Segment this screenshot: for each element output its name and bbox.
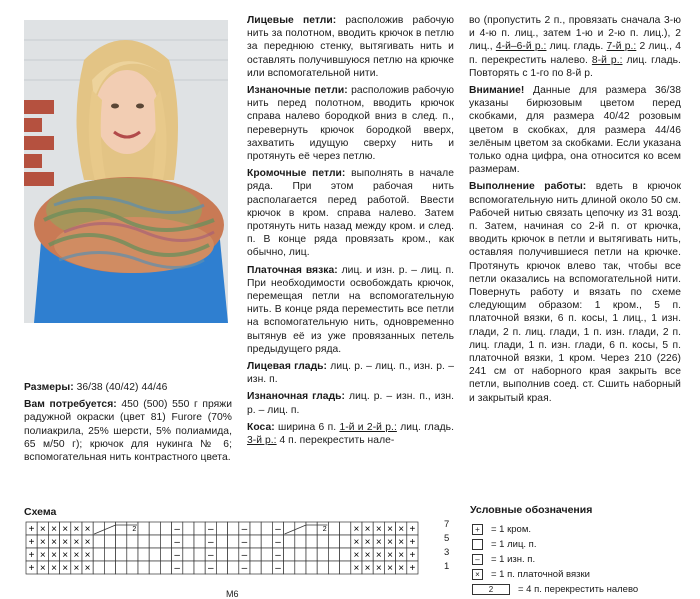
row-number-3: 3	[444, 547, 450, 558]
schema-title: Схема	[24, 506, 57, 518]
cable-text-2: лиц. гладь.	[400, 421, 455, 433]
chart-symbol: +	[409, 563, 416, 574]
chart-symbol: ×	[62, 524, 69, 535]
chart-cell	[183, 548, 194, 561]
row-number-1: 1	[444, 561, 450, 572]
chart-cell	[261, 535, 272, 548]
chart-cell	[149, 535, 160, 548]
purl-stitch-icon: –	[472, 554, 483, 565]
left-column	[24, 381, 232, 468]
chart-cell	[216, 548, 227, 561]
chart-cell	[183, 535, 194, 548]
chart-symbol: –	[174, 563, 180, 574]
middle-column	[247, 14, 454, 451]
chart-cell	[116, 522, 127, 535]
chart-symbol: ×	[39, 537, 46, 548]
chart-cell	[93, 522, 104, 535]
chart-cell	[284, 535, 295, 548]
chart-cell	[138, 522, 149, 535]
chart-cell	[194, 561, 205, 574]
materials-value: 450 (500) 550 г пряжи радужной окраски (цвет 81) Furore (70% полиакрила, 25% шерсти, 5% полиамида, 65 м/50 г); крючок для нукинга № 6; вспомогательная нить контрастного цвета.	[24, 399, 232, 464]
scarf-label: Платочная вязка:	[247, 264, 338, 276]
chart-cell	[160, 548, 171, 561]
chart-cell	[261, 522, 272, 535]
chart-cell	[295, 561, 306, 574]
ms-label: М6	[226, 589, 239, 599]
chart-cell	[149, 522, 160, 535]
cont-row46: 4-й–6-й р.:	[495, 41, 547, 53]
chart-symbol: –	[174, 524, 180, 535]
chart-symbol: +	[28, 524, 35, 535]
model-photo	[24, 20, 228, 323]
chart-symbol: –	[174, 537, 180, 548]
chart-cell	[250, 561, 261, 574]
scarf-para	[247, 264, 454, 356]
edge-stitch-icon: +	[472, 524, 483, 535]
edge-label: Кромочные петли:	[247, 168, 346, 180]
continued-para	[469, 14, 681, 80]
sizes-label: Размеры:	[24, 382, 74, 393]
chart-symbol: ×	[39, 563, 46, 574]
chart-symbol: ×	[375, 550, 382, 561]
photo-illustration	[24, 20, 228, 323]
chart-symbol: ×	[84, 537, 91, 548]
chart-cell	[228, 535, 239, 548]
chart-cell	[216, 535, 227, 548]
legend-item-cable	[472, 582, 692, 597]
chart-symbol: ×	[353, 524, 360, 535]
chart-symbol: ×	[387, 550, 393, 561]
chart-symbol: ×	[387, 563, 393, 574]
edge-para	[247, 167, 454, 259]
chart-cell	[104, 561, 115, 574]
chart-cell	[328, 522, 339, 535]
chart-symbol: +	[409, 524, 416, 535]
chart-cell	[149, 561, 160, 574]
cable-text-3: 4 п. перекрестить нале-	[279, 435, 395, 447]
chart-symbol: –	[174, 550, 180, 561]
chart-cell	[317, 535, 328, 548]
chart-cell	[328, 548, 339, 561]
cable-row1: 1-й и 2-й р.:	[339, 421, 397, 433]
chart-symbol: ×	[51, 524, 57, 535]
chart-cell	[104, 548, 115, 561]
chart-cell	[194, 522, 205, 535]
knit-text: расположив рабочую нить за полотном, вводить крючок в петлю за переднюю стенку, вытягивать нить и оставлять получившуюся петлю на крючке или вспомогательной нити.	[247, 15, 454, 79]
legend-item-edge	[472, 522, 692, 537]
chart-symbol: ×	[51, 550, 57, 561]
chart-symbol: –	[208, 537, 214, 548]
chart-symbol: ×	[375, 537, 382, 548]
chart-cell	[93, 548, 104, 561]
legend-item-knit	[472, 537, 692, 552]
cable-cross-digit: 2	[132, 526, 137, 533]
chart-cell	[216, 561, 227, 574]
chart-cell	[228, 522, 239, 535]
attention-text: Данные для размера 36/38 указаны бирюзовым цветом перед скобками, для размера 40/42 розовым цветом в скобках, для размера 44/46 зелёным цветом за скобками. Если указана только одна цифра, она относится ко всем размерам.	[469, 85, 681, 176]
row-number-7: 7	[444, 519, 450, 530]
edge-text: выполнять в начале ряда. При этом рабочая нить располагается перед работой. Ввести крючок в кром. справа налево. Затем протянуть нить назад между кром. и след. п. В конце ряда провязать кром., как обычно, лиц.	[247, 168, 454, 259]
chart-symbol: ×	[364, 550, 371, 561]
chart-symbol: –	[275, 537, 281, 548]
chart-cell	[228, 548, 239, 561]
chart-cell	[261, 561, 272, 574]
sizes-para	[24, 381, 232, 394]
chart-symbol: ×	[84, 550, 91, 561]
chart-cell	[284, 548, 295, 561]
chart-symbol: ×	[62, 563, 69, 574]
chart-cell	[104, 522, 115, 535]
chart-symbol: ×	[398, 537, 405, 548]
cont-text-2: лиц. гладь.	[549, 41, 604, 53]
chart-symbol: ×	[398, 563, 405, 574]
chart-cell	[261, 548, 272, 561]
chart-cell	[295, 522, 306, 535]
chart-cell	[295, 548, 306, 561]
cable-cross-icon: 2	[472, 584, 510, 595]
chart-symbol: ×	[73, 550, 80, 561]
chart-cell	[194, 535, 205, 548]
scarf-text: лиц. и изн. р. – лиц. п. При необходимости освобождать крючок, перемещая петли на вспомогательную нить. В конце ряда переместить все петли на вспомогательную нить, одновременно вытянув её из уже провязанных петель предыдущего ряда.	[247, 264, 454, 355]
chart-symbol: ×	[375, 524, 382, 535]
chart-cell	[328, 561, 339, 574]
cont-text-4: лиц. гладь. Повторять с 1-го по 8-й р.	[469, 54, 681, 79]
rev-para	[247, 390, 454, 416]
chart-symbol: –	[241, 524, 248, 535]
chart-symbol: ×	[353, 537, 360, 548]
rev-label: Изнаночная гладь:	[247, 391, 346, 403]
chart-symbol: –	[275, 524, 281, 535]
chart-symbol: ×	[51, 563, 57, 574]
chart-symbol: –	[208, 524, 214, 535]
chart-symbol: ×	[51, 537, 57, 548]
cable-para	[247, 421, 454, 447]
chart-symbol: ×	[364, 563, 371, 574]
chart-symbol: ×	[375, 563, 382, 574]
chart-cell	[93, 561, 104, 574]
chart-symbol: ×	[39, 524, 46, 535]
legend-text-knit: = 1 лиц. п.	[491, 539, 537, 550]
legend-item-garter	[472, 567, 692, 582]
cont-row7: 7-й р.:	[606, 41, 637, 53]
chart-symbol: ×	[364, 537, 371, 548]
chart-symbol: ×	[73, 524, 80, 535]
legend-text-garter: = 1 п. платочной вязки	[491, 569, 590, 580]
chart-cell	[116, 561, 127, 574]
chart-symbol: –	[241, 563, 248, 574]
legend-text-cable: = 4 п. перекрестить налево	[518, 584, 639, 595]
knit-label: Лицевые петли:	[247, 15, 337, 26]
work-text: вдеть в крючок вспомогательную нить длиной около 50 см. Рабочей нитью связать цепочку из 31 возд. п. Затем, начиная со 2-й п. от крючка, вводить крючок в петли и вытягивать нить, оставляя получившиеся петли на крючке. Протянуть крючок влево так, чтобы все петли оказались на вспомогательной нити. Повернуть работу и вязать по схеме следующим образом: 1 кром., 5 п. платочной вязки, 6 п. косы, 1 лиц., 1 изн. глади, 2 п. лиц. глади, 1 п. изн. глади, 2 п. лиц. глади, 1 п. изн. глади, 6 п. косы, 5 п. платочной вязки, 1 кром. Через 210 (226) 241 см от наборного края закрыть все петли, выполнив соед. ст. Сшить наборный и закрытый края.	[469, 181, 681, 404]
work-para	[469, 180, 681, 404]
chart-cell	[138, 561, 149, 574]
chart-symbol: –	[275, 550, 281, 561]
stock-label: Лицевая гладь:	[247, 361, 328, 373]
cont-text-3: 2 лиц., 4 п. перекрестить налево.	[469, 41, 682, 66]
chart-cell	[250, 535, 261, 548]
legend-title: Условные обозначения	[470, 504, 593, 516]
chart-symbol: ×	[62, 550, 69, 561]
chart-cell	[138, 548, 149, 561]
materials-label: Вам потребуется:	[24, 399, 117, 411]
chart-cell	[306, 548, 317, 561]
chart-cell	[160, 535, 171, 548]
chart-symbol: +	[409, 537, 416, 548]
chart-cell	[284, 561, 295, 574]
chart-cell	[340, 522, 351, 535]
chart-cell	[127, 561, 138, 574]
knit-para	[247, 14, 454, 80]
chart-symbol: +	[28, 563, 35, 574]
chart-cell	[340, 548, 351, 561]
cable-text-1: ширина 6 п.	[278, 421, 337, 433]
chart-symbol: ×	[73, 563, 80, 574]
chart-cell	[340, 535, 351, 548]
chart-symbol: +	[28, 537, 35, 548]
purl-text: расположив рабочую нить перед полотном, вводить крючок справа налево бородкой вниз в след. п., перевернуть крючок бородкой вверх, захватить идущую сверху нить и протянуть её через петлю.	[247, 85, 454, 163]
chart-cell	[116, 548, 127, 561]
chart-symbol: ×	[398, 550, 405, 561]
chart-cell	[149, 548, 160, 561]
chart-cell	[284, 522, 295, 535]
materials-para	[24, 398, 232, 464]
cont-text-1: во (пропустить 2 п., провязать сначала 3-ю и 4-ю п. лиц., затем 1-ю и 2-ю п. лиц.), 2 лиц.,	[469, 15, 681, 53]
chart-cell	[250, 522, 261, 535]
chart-symbol: ×	[353, 563, 360, 574]
chart-cell	[93, 535, 104, 548]
chart-symbol: ×	[39, 550, 46, 561]
chart-cell	[183, 522, 194, 535]
attention-para	[469, 84, 681, 176]
chart-cell	[250, 548, 261, 561]
chart-cell	[340, 561, 351, 574]
legend-item-purl	[472, 552, 692, 567]
chart-cell	[194, 548, 205, 561]
chart-cell	[295, 535, 306, 548]
chart-cell	[160, 522, 171, 535]
chart-cell	[306, 561, 317, 574]
chart-symbol: +	[28, 550, 35, 561]
legend-text-edge: = 1 кром.	[491, 524, 532, 535]
chart-symbol: ×	[84, 563, 91, 574]
sizes-value: 36/38 (40/42) 44/46	[76, 382, 168, 393]
chart-symbol: –	[208, 550, 214, 561]
chart-cell	[228, 561, 239, 574]
chart-symbol: –	[241, 537, 248, 548]
chart-cell	[127, 535, 138, 548]
cable-row3: 3-й р.:	[247, 435, 277, 447]
legend	[472, 522, 692, 597]
garter-stitch-icon: ×	[472, 569, 483, 580]
chart-symbol: ×	[353, 550, 360, 561]
chart-cell	[216, 522, 227, 535]
chart-symbol: –	[208, 563, 214, 574]
chart-cell	[317, 561, 328, 574]
chart-symbol: ×	[398, 524, 405, 535]
cont-row8: 8-й р.:	[591, 54, 623, 66]
knit-stitch-icon	[472, 539, 483, 550]
chart-cell	[306, 522, 317, 535]
chart-symbol: ×	[62, 537, 69, 548]
chart-symbol: ×	[387, 537, 393, 548]
chart-symbol: ×	[387, 524, 393, 535]
chart-symbol: +	[409, 550, 416, 561]
cable-cross-digit: 2	[322, 526, 327, 533]
chart-cell	[138, 535, 149, 548]
stock-text: лиц. р. – лиц. п., изн. р. – изн. п.	[247, 361, 454, 386]
purl-para	[247, 84, 454, 163]
chart-symbol: –	[275, 563, 281, 574]
cable-label: Коса:	[247, 421, 275, 433]
chart-symbol: ×	[84, 524, 91, 535]
attention-label: Внимание!	[469, 85, 525, 97]
chart-symbol: ×	[73, 537, 80, 548]
chart-cell	[317, 548, 328, 561]
chart-cell	[328, 535, 339, 548]
chart-cell	[306, 535, 317, 548]
chart-cell	[127, 548, 138, 561]
work-label: Выполнение работы:	[469, 181, 587, 193]
chart-symbol: –	[241, 550, 248, 561]
purl-label: Изнаночные петли:	[247, 85, 348, 97]
chart-symbol: ×	[364, 524, 371, 535]
chart-cell	[183, 561, 194, 574]
rev-text: лиц. р. – изн. п., изн. р. – лиц. п.	[247, 391, 454, 416]
chart-cell	[116, 535, 127, 548]
knitting-chart	[24, 520, 444, 580]
right-column	[469, 14, 681, 409]
legend-text-purl: = 1 изн. п.	[491, 554, 536, 565]
chart-cell	[160, 561, 171, 574]
stock-para	[247, 360, 454, 386]
chart-cell	[104, 535, 115, 548]
row-number-5: 5	[444, 533, 450, 544]
chart-grid	[24, 520, 444, 580]
